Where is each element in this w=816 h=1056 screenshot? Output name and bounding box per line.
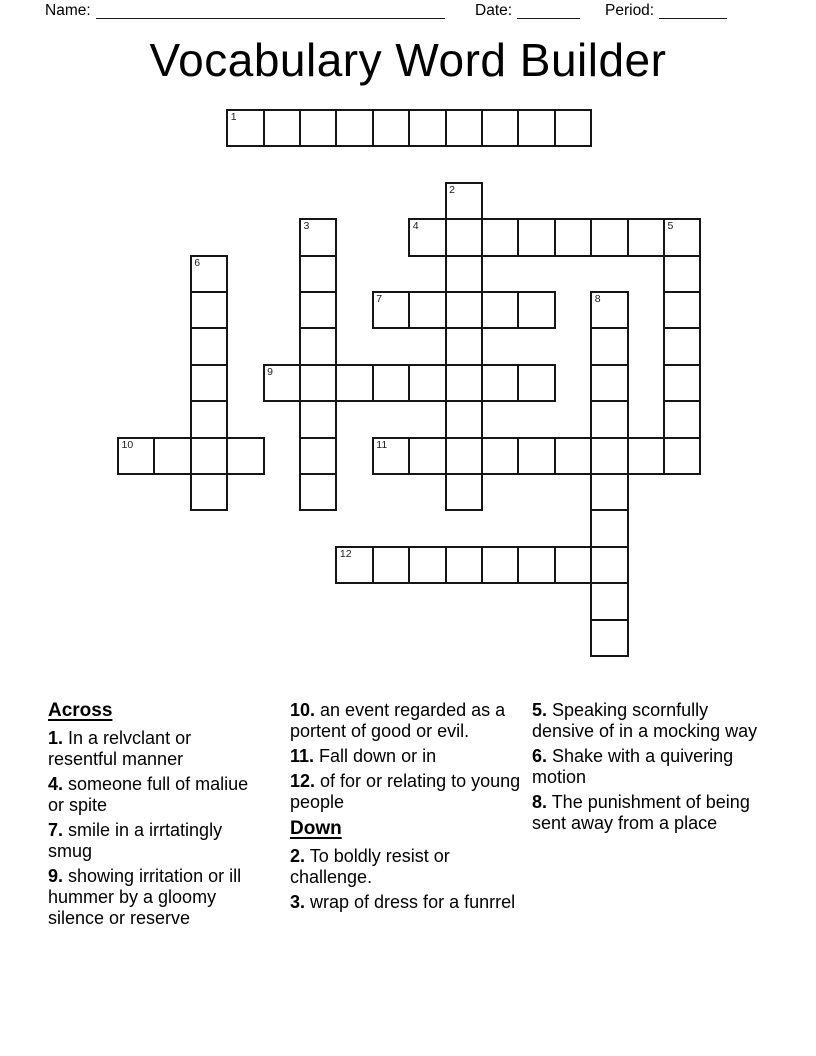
- clue-item: 1. In a relvclant or resentful manner: [48, 728, 192, 769]
- grid-cell[interactable]: [445, 400, 483, 438]
- grid-cell[interactable]: [299, 364, 337, 402]
- clues-section-heading: Down: [290, 818, 342, 839]
- grid-cell[interactable]: [372, 546, 410, 584]
- clue-number: 11.: [290, 746, 315, 766]
- grid-cell[interactable]: [554, 109, 592, 147]
- grid-cell[interactable]: [663, 327, 701, 365]
- grid-cell[interactable]: [190, 364, 228, 402]
- grid-cell[interactable]: [408, 546, 446, 584]
- period-blank-line[interactable]: [659, 2, 727, 19]
- grid-cell[interactable]: [663, 218, 701, 256]
- grid-cell[interactable]: [590, 400, 628, 438]
- grid-cell[interactable]: [299, 218, 337, 256]
- grid-cell[interactable]: [517, 218, 555, 256]
- name-label: Name:: [45, 2, 91, 19]
- grid-cell[interactable]: [663, 437, 701, 475]
- grid-cell[interactable]: [263, 109, 301, 147]
- clue-item: 11. Fall down or in: [290, 746, 437, 766]
- clue-item: 6. Shake with a quivering motion: [532, 746, 734, 787]
- grid-cell[interactable]: [190, 437, 228, 475]
- grid-cell[interactable]: [335, 364, 373, 402]
- grid-cell[interactable]: [663, 255, 701, 293]
- clue-item: 4. someone full of maliue or spite: [48, 774, 249, 815]
- grid-cell[interactable]: [663, 364, 701, 402]
- grid-cell[interactable]: [408, 437, 446, 475]
- grid-cell[interactable]: [554, 546, 592, 584]
- cell-number: 5: [667, 220, 674, 233]
- clue-number: 2.: [290, 846, 306, 866]
- grid-cell[interactable]: [408, 218, 446, 256]
- grid-cell[interactable]: [372, 109, 410, 147]
- clues-column-3: [532, 700, 774, 838]
- grid-cell[interactable]: [263, 364, 301, 402]
- grid-cell[interactable]: [299, 437, 337, 475]
- grid-cell[interactable]: [445, 364, 483, 402]
- grid-cell[interactable]: [663, 400, 701, 438]
- grid-cell[interactable]: [299, 473, 337, 511]
- grid-cell[interactable]: [627, 437, 665, 475]
- grid-cell[interactable]: [335, 109, 373, 147]
- clue-number: 5.: [532, 700, 548, 720]
- grid-cell[interactable]: [590, 509, 628, 547]
- page-title: Vocabulary Word Builder: [149, 34, 667, 86]
- grid-cell[interactable]: [590, 364, 628, 402]
- grid-cell[interactable]: [190, 473, 228, 511]
- clue-item: 8. The punishment of being sent away from a place: [532, 792, 750, 833]
- grid-cell[interactable]: [372, 364, 410, 402]
- clues-column-2: [290, 700, 526, 917]
- grid-cell[interactable]: [190, 255, 228, 293]
- date-blank-line[interactable]: [517, 2, 580, 19]
- grid-cell[interactable]: [445, 291, 483, 329]
- grid-cell[interactable]: [372, 437, 410, 475]
- grid-cell[interactable]: [299, 327, 337, 365]
- grid-cell[interactable]: [517, 364, 555, 402]
- clue-item: 5. Speaking scornfully densive of in a mocking way: [532, 700, 758, 741]
- clue-number: 4.: [48, 774, 64, 794]
- grid-cell[interactable]: [372, 291, 410, 329]
- clue-item: 10. an event regarded as a portent of good or evil.: [290, 700, 506, 741]
- name-field: [45, 2, 445, 20]
- grid-cell[interactable]: [299, 400, 337, 438]
- clue-number: 7.: [48, 820, 64, 840]
- clue-number: 8.: [532, 792, 548, 812]
- grid-cell[interactable]: [190, 400, 228, 438]
- grid-cell[interactable]: [445, 327, 483, 365]
- date-label: Date:: [475, 2, 513, 19]
- grid-cell[interactable]: [445, 255, 483, 293]
- clue-number: 3.: [290, 892, 306, 912]
- period-field: [605, 2, 727, 20]
- grid-cell[interactable]: [590, 582, 628, 620]
- cell-number: 7: [376, 293, 383, 305]
- cell-number: 3: [303, 220, 310, 233]
- grid-cell[interactable]: [299, 255, 337, 293]
- grid-cell[interactable]: [153, 437, 191, 475]
- grid-cell[interactable]: [481, 218, 519, 256]
- cell-number: 4: [412, 220, 419, 233]
- cell-number: 9: [267, 365, 273, 378]
- grid-cell[interactable]: [408, 109, 446, 147]
- grid-cell[interactable]: [481, 291, 519, 329]
- grid-cell[interactable]: [226, 437, 264, 475]
- clue-number: 9.: [48, 866, 64, 886]
- grid-cell[interactable]: [445, 109, 483, 147]
- grid-cell[interactable]: [481, 437, 519, 475]
- grid-cell[interactable]: [517, 546, 555, 584]
- grid-cell[interactable]: [590, 218, 628, 256]
- grid-cell[interactable]: [445, 218, 483, 256]
- grid-cell[interactable]: [335, 546, 373, 584]
- clue-item: 2. To boldly resist or challenge.: [290, 846, 450, 887]
- grid-cell[interactable]: [445, 182, 483, 220]
- grid-cell[interactable]: [226, 109, 264, 147]
- grid-cell[interactable]: [590, 291, 628, 329]
- grid-cell[interactable]: [481, 364, 519, 402]
- date-field: [475, 2, 580, 20]
- grid-cell[interactable]: [663, 291, 701, 329]
- cell-number: 2: [449, 183, 455, 196]
- grid-cell[interactable]: [590, 619, 628, 657]
- crossword-grid: [117, 109, 702, 658]
- grid-cell[interactable]: [299, 109, 337, 147]
- clue-item: 3. wrap of dress for a funrrel: [290, 892, 516, 912]
- grid-cell[interactable]: [517, 109, 555, 147]
- cell-number: 10: [121, 438, 134, 451]
- grid-cell[interactable]: [481, 546, 519, 584]
- grid-cell[interactable]: [590, 327, 628, 365]
- grid-cell[interactable]: [299, 291, 337, 329]
- clues-column-1: [48, 700, 252, 933]
- clue-item: 12. of for or relating to young people: [290, 771, 521, 812]
- grid-cell[interactable]: [445, 437, 483, 475]
- grid-cell[interactable]: [190, 291, 228, 329]
- period-label: Period:: [605, 2, 655, 19]
- grid-cell[interactable]: [590, 473, 628, 511]
- clues-section-heading: Across: [48, 700, 113, 721]
- cell-number: 1: [230, 111, 237, 123]
- grid-cell[interactable]: [517, 437, 555, 475]
- clue-number: 10.: [290, 700, 316, 720]
- grid-cell[interactable]: [590, 546, 628, 584]
- cell-number: 8: [594, 293, 601, 305]
- cell-number: 12: [339, 547, 352, 560]
- grid-cell[interactable]: [190, 327, 228, 365]
- grid-cell[interactable]: [445, 473, 483, 511]
- grid-cell[interactable]: [554, 218, 592, 256]
- grid-cell[interactable]: [408, 364, 446, 402]
- grid-cell[interactable]: [117, 437, 155, 475]
- grid-cell[interactable]: [590, 437, 628, 475]
- grid-cell[interactable]: [408, 291, 446, 329]
- grid-cell[interactable]: [554, 437, 592, 475]
- grid-cell[interactable]: [481, 109, 519, 147]
- grid-cell[interactable]: [627, 218, 665, 256]
- cell-number: 6: [194, 256, 201, 269]
- clue-number: 6.: [532, 746, 548, 766]
- clue-number: 1.: [48, 728, 64, 748]
- clue-item: 7. smile in a irrtatingly smug: [48, 820, 223, 861]
- grid-cell[interactable]: [445, 546, 483, 584]
- clue-item: 9. showing irritation or ill hummer by a gloomy silence or reserve: [48, 866, 242, 928]
- grid-cell[interactable]: [517, 291, 555, 329]
- cell-number: 11: [376, 438, 388, 451]
- clue-number: 12.: [290, 771, 316, 791]
- name-blank-line[interactable]: [96, 2, 445, 19]
